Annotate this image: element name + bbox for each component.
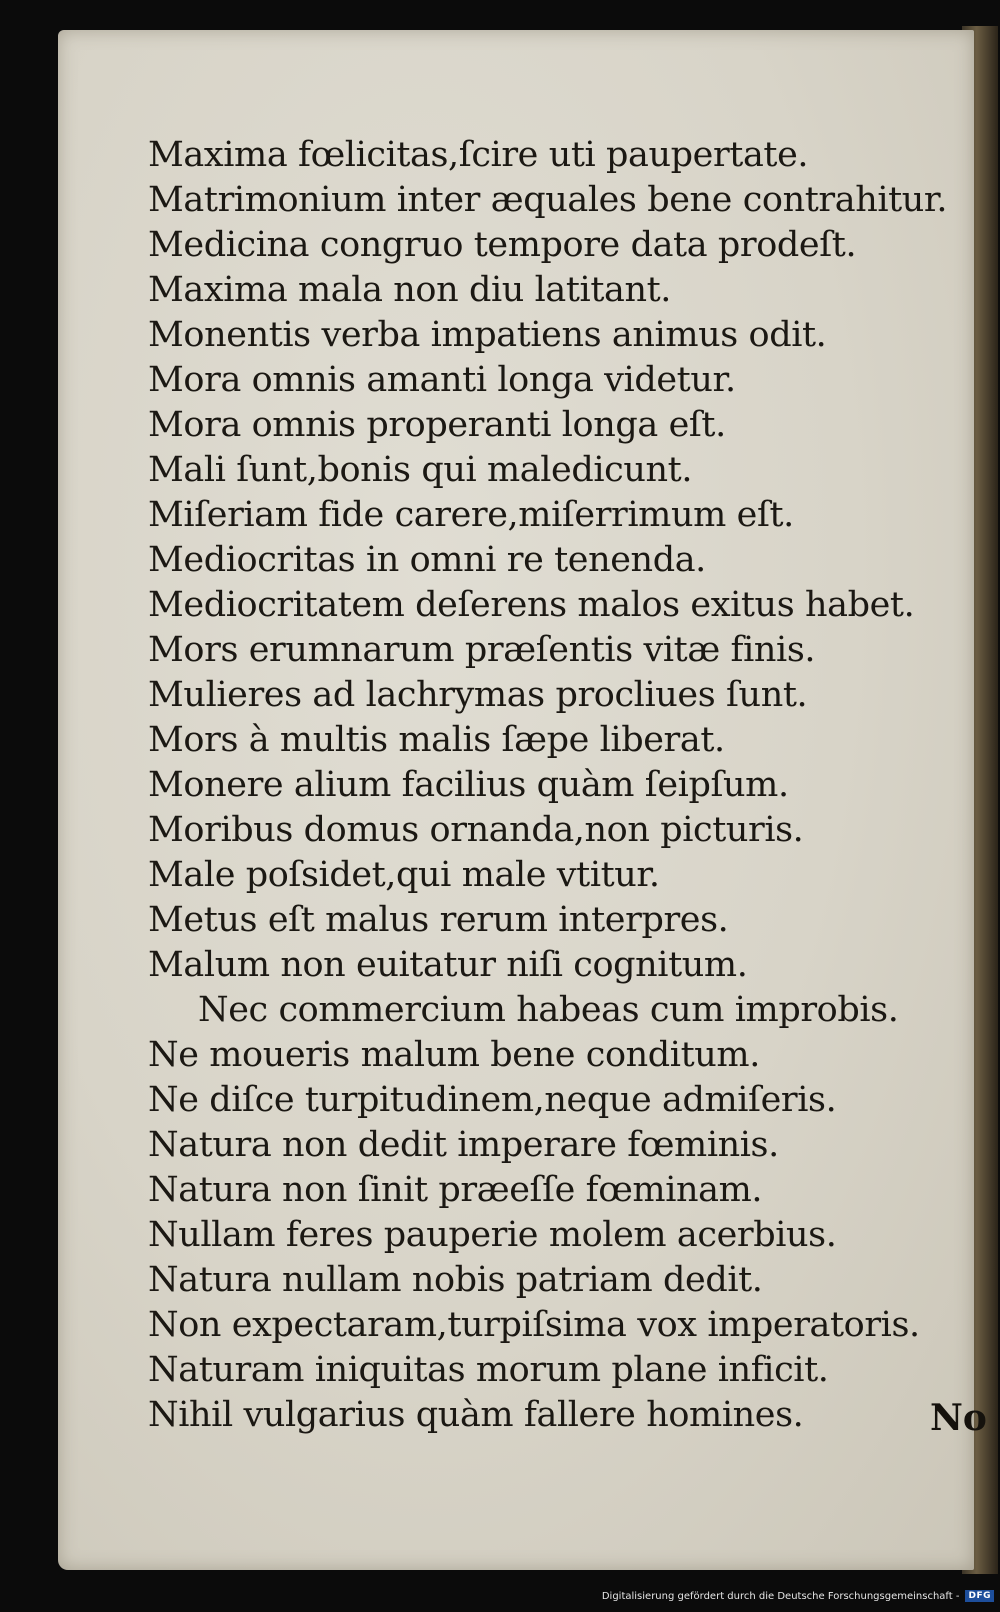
text-line: Mora omnis properanti longa eſt. [148, 405, 726, 445]
footer-text: Digitalisierung gefördert durch die Deutsche Forschungsgemeinschaft - [601, 1590, 960, 1602]
text-line: Moribus domus ornanda,non picturis. [148, 810, 804, 850]
text-line: Monere alium facilius quàm ſeipſum. [148, 765, 789, 805]
text-line: Natura non ſinit præeſſe fœminam. [148, 1170, 763, 1210]
text-line: Monentis verba impatiens animus odit. [148, 315, 827, 355]
digitization-footer [602, 1586, 994, 1606]
text-line: Maxima mala non diu latitant. [148, 270, 671, 310]
text-line: Ne diſce turpitudinem,neque admiſeris. [148, 1080, 837, 1120]
text-line: Mors erumnarum præſentis vitæ finis. [148, 630, 816, 670]
text-line: Maxima fœlicitas,ſcire uti paupertate. [148, 135, 809, 175]
text-line: Ne moueris malum bene conditum. [148, 1035, 760, 1075]
text-line: Nihil vulgarius quàm fallere homines. [148, 1395, 804, 1435]
dfg-logo: DFG [965, 1590, 994, 1602]
text-line: Mora omnis amanti longa videtur. [148, 360, 736, 400]
text-line: Mors à multis malis ſæpe liberat. [148, 720, 725, 760]
text-line: Natura nullam nobis patriam dedit. [148, 1260, 763, 1300]
text-line: Male poſsidet,qui male vtitur. [148, 855, 660, 895]
text-line: Mediocritatem deſerens malos exitus habet. [148, 585, 915, 625]
text-line: Medicina congruo tempore data prodeſt. [148, 225, 857, 265]
text-line: Miſeriam fide carere,miſerrimum eſt. [148, 495, 794, 535]
text-block [148, 133, 947, 1438]
text-line: Mali ſunt,bonis qui maledicunt. [148, 450, 693, 490]
text-line: Malum non euitatur niſi cognitum. [148, 945, 748, 985]
text-line: Nullam feres pauperie molem acerbius. [148, 1215, 837, 1255]
text-line: Nec commercium habeas cum improbis. [198, 990, 899, 1030]
text-line: Metus eſt malus rerum interpres. [148, 900, 729, 940]
text-line: Natura non dedit imperare fœminis. [148, 1125, 779, 1165]
text-line: Mulieres ad lachrymas procliues ſunt. [148, 675, 808, 715]
text-line: Naturam iniquitas morum plane inficit. [148, 1350, 829, 1390]
text-line: Mediocritas in omni re tenenda. [148, 540, 706, 580]
text-line: Matrimonium inter æquales bene contrahitur. [148, 180, 948, 220]
catchword: No [930, 1397, 987, 1439]
text-line: Non expectaram,turpiſsima vox imperatoris. [148, 1305, 920, 1345]
